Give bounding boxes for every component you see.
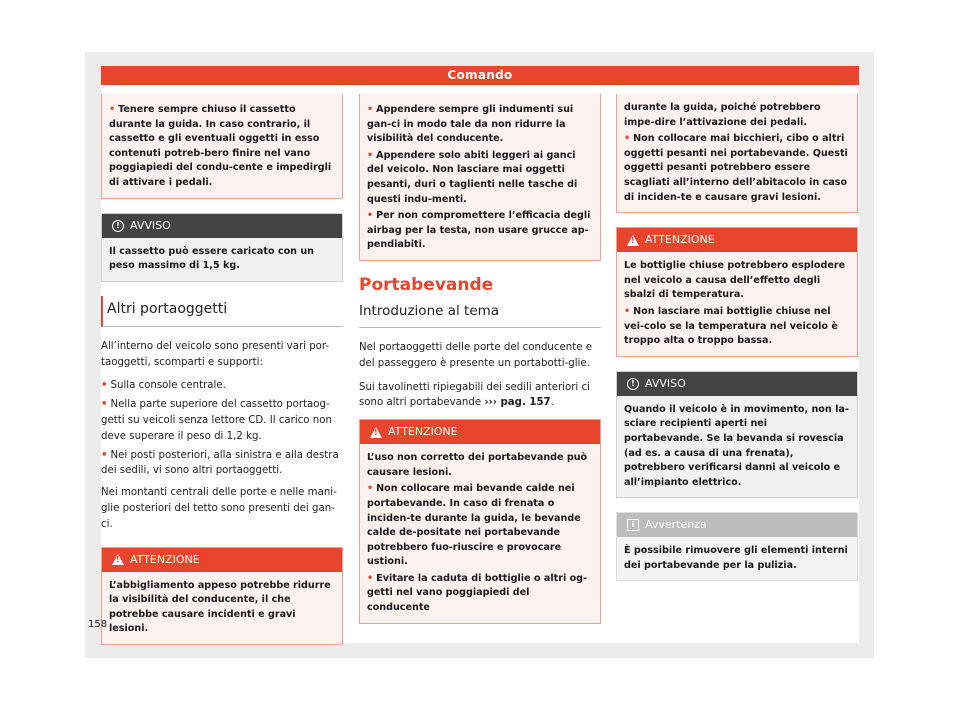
warning-continued-box [616, 94, 858, 213]
paragraph: Nei montanti centrali delle porte e nelle mani-glie posteriori del tetto sono presenti dei gan-ci. [101, 487, 337, 530]
page-reference-link[interactable]: ››› pag. 157 [484, 397, 551, 409]
attenzione-box [616, 227, 858, 357]
avvertenza-text: È possibile rimuovere gli elementi interni dei portabevande per la pulizia. [624, 545, 848, 571]
paragraph: Nel portaoggetti delle porte del conducente e del passeggero è presente un portabotti-glie. [359, 341, 592, 369]
paragraph-with-reference: Sui tavolinetti ripiegabili dei sedili anteriori ci sono altri portabevande ››› pag. 157. [359, 381, 590, 409]
info-circle-icon: ! [112, 220, 124, 232]
warning-triangle-icon [112, 554, 124, 565]
bullet-icon: • [367, 572, 374, 584]
list-item: • Tenere sempre chiuso il cassetto durante la guida. In caso contrario, il cassetto e gli eventuali oggetti in esso contenuti potreb-bero finire nel vano poggiapiedi del condu-cente e impedirgli di attivare i pedali. [109, 104, 332, 188]
header-title: Comando [447, 68, 513, 82]
bullet-icon: • [624, 133, 631, 145]
bullet-icon: • [101, 399, 108, 411]
attenzione-box [359, 419, 601, 624]
list-item: • Non collocare mai bevande calde nei portabevande. In caso di frenata o inciden-te durante la guida, le bevande calde de-positate nei portabevande potrebbero fuo-riuscire e provocare ustioni. [367, 483, 581, 568]
bullet-icon: • [624, 305, 631, 317]
bullet-icon: • [367, 210, 374, 222]
avviso-header: ! AVVISO [617, 372, 857, 396]
avvertenza-header: i Avvertenza [617, 513, 857, 537]
attenzione-intro: Le bottiglie chiuse potrebbero esplodere nel veicolo a causa dell’effetto degli sbalzi di temperatura. [624, 260, 846, 301]
avviso-text: Il cassetto può essere caricato con un peso massimo di 1,5 kg. [109, 245, 314, 272]
bullet-icon: • [101, 380, 108, 392]
bullet-icon: • [367, 483, 374, 495]
chapter-title: Portabevande [359, 274, 494, 295]
list-item: • Appendere solo abiti leggeri ai ganci del veicolo. Non lasciare mai oggetti pesanti, duri o taglienti nelle tasche di questi indu-menti. [367, 149, 578, 205]
bullet-icon: • [367, 104, 374, 115]
attenzione-header: ! ATTENZIONE [617, 228, 857, 252]
warning-continued-box [101, 94, 343, 199]
avvertenza-box [616, 512, 858, 581]
avviso-box [616, 371, 858, 499]
continued-text: durante la guida, poiché potrebbero impe-dire l’attivazione dei pedali. [624, 102, 821, 128]
page-number: 158 [88, 619, 108, 630]
avviso-header: ! AVVISO [102, 214, 342, 238]
attenzione-intro: L’uso non corretto dei portabevande può causare lesioni. [367, 452, 588, 478]
avviso-text: Quando il veicolo è in movimento, non la-sciare recipienti aperti nei portabevande. Se la bevanda si rovescia (ad es. a causa di una frenata), potrebbero verificarsi danni al veicolo e all’impianto elettrico. [624, 403, 849, 488]
warning-triangle-icon [370, 427, 382, 438]
list-item: • Per non compromettere l’efficacia degli airbag per la testa, non usare grucce ap-pendiabiti. [367, 210, 591, 251]
info-circle-icon: ! [627, 378, 639, 390]
bullet-icon: • [109, 104, 116, 115]
header-band [101, 66, 859, 85]
section-title: Altri portaoggetti [101, 296, 343, 327]
column-2 [359, 94, 601, 638]
sub-title: Introduzione al tema [359, 303, 601, 328]
list-item: • Evitare la caduta di bottiglie o altri og-getti nel vano poggiapiedi del conducente [367, 572, 588, 614]
bullet-icon: • [101, 449, 108, 461]
list-item: • Nei posti posteriori, alla sinistra e alla destra dei sedili, vi sono altri portaoggetti. [101, 449, 339, 477]
attenzione-header: ! ATTENZIONE [102, 548, 342, 572]
avviso-box [101, 213, 343, 282]
list-item: • Non collocare mai bicchieri, cibo o altri oggetti pesanti nei portabevande. Questi oggetti pesanti potrebbero essere scagliati all’interno dell’abitacolo in caso di inciden-te e causare gravi lesioni. [624, 133, 848, 203]
attenzione-text: L’abbigliamento appeso potrebbe ridurre la visibilità del conducente, il che potrebbe causare incidenti e gravi lesioni. [109, 579, 331, 635]
warning-triangle-icon [627, 235, 639, 246]
body-text [101, 339, 343, 533]
attenzione-header: ! ATTENZIONE [360, 420, 600, 444]
body-text [359, 340, 601, 411]
list-item: • Appendere sempre gli indumenti sui gan-ci in modo tale da non ridurre la visibilità del conducente. [367, 104, 574, 145]
bullet-icon: • [367, 149, 374, 161]
column-1 [101, 94, 343, 659]
attenzione-box [101, 547, 343, 645]
list-item: • Non lasciare mai bottiglie chiuse nel vei-colo se la temperatura nel veicolo è troppo alta o troppo bassa. [624, 305, 838, 347]
warning-continued-box [359, 94, 601, 261]
intro-paragraph: All’interno del veicolo sono presenti vari por-taoggetti, scomparti e supporti: [101, 340, 330, 368]
list-item: • Sulla console centrale. [101, 380, 226, 392]
info-square-icon: i [627, 519, 639, 531]
column-3 [616, 94, 858, 595]
list-item: • Nella parte superiore del cassetto portaog-getti su veicoli senza lettore CD. Il carico non deve superare il peso di 1,2 kg. [101, 399, 332, 442]
